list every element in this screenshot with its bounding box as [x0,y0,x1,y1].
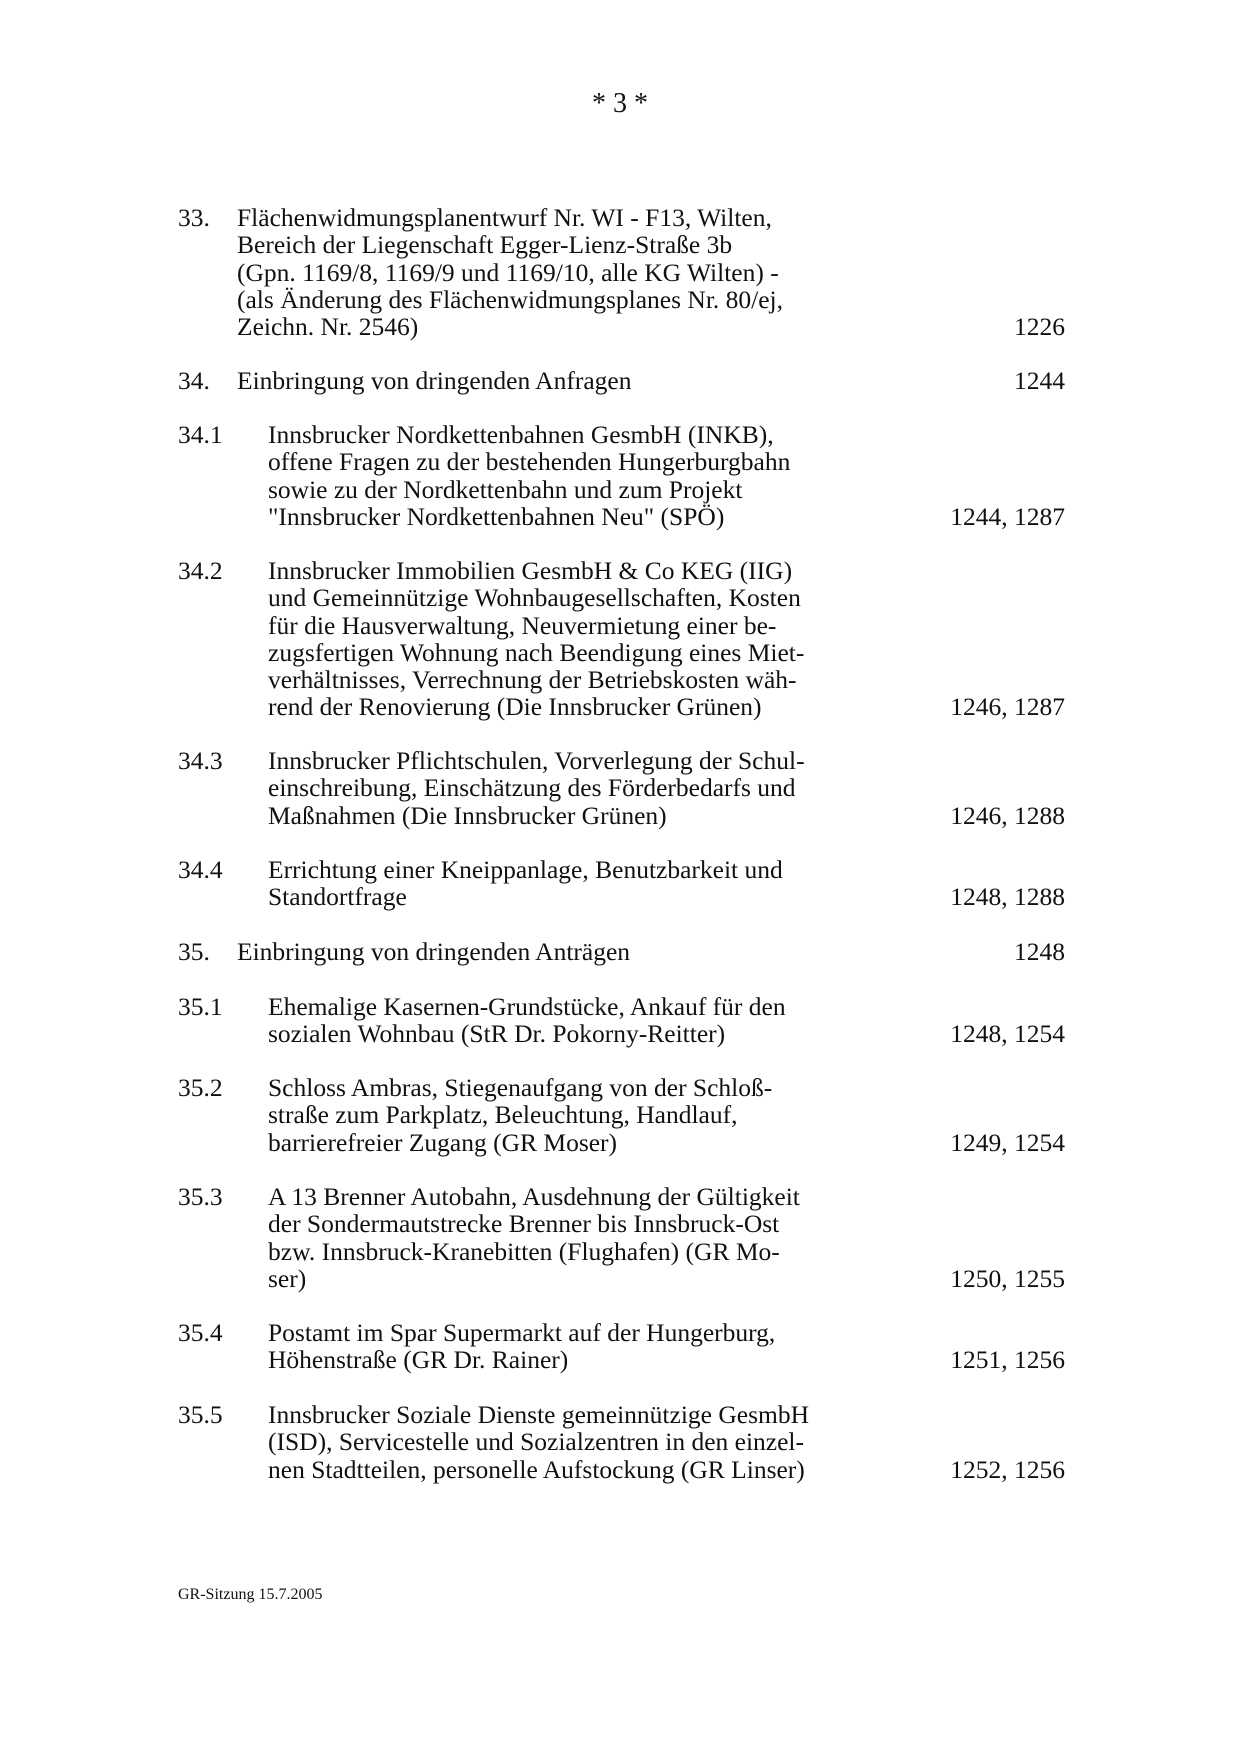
entry-line: Innsbrucker Nordkettenbahnen GesmbH (INKB), [268,420,774,449]
entry-title [237,204,877,340]
entry-title [268,557,888,721]
entry-title [268,747,888,829]
entry-line: Flächenwidmungsplanentwurf Nr. WI - F13, Wilten, [237,203,772,232]
toc-entry-35-4 [0,1319,1240,1374]
entry-line: (Gpn. 1169/8, 1169/9 und 1169/10, alle KG Wilten) - [237,257,779,287]
entry-line: straße zum Parkplatz, Beleuchtung, Handlauf, [268,1100,738,1130]
entry-line: (als Änderung des Flächenwidmungsplanes Nr. 80/ej, [237,284,784,314]
entry-line: und Gemeinnützige Wohnbaugesellschaften, Kosten [268,583,801,613]
entry-line: der Sondermautstrecke Brenner bis Innsbruck-Ost [268,1209,780,1239]
entry-page-numbers: 1244, 1287 [950,501,1065,531]
entry-number: 35.5 [178,1400,223,1429]
entry-line: bzw. Innsbruck-Kranebitten (Flughafen) (GR Mo- [268,1236,780,1266]
entry-number: 35. [178,937,210,966]
toc-entry-34-3 [0,747,1240,829]
entry-line: Innsbrucker Immobilien GesmbH & Co KEG (IIG) [268,556,793,585]
entry-number: 35.4 [178,1318,223,1347]
entry-line: nen Stadtteilen, personelle Aufstockung (GR Linser) [268,1454,805,1484]
entry-line: barrierefreier Zugang (GR Moser) [268,1127,618,1157]
entry-title [237,938,877,965]
toc-entry-34-2 [0,557,1240,721]
entry-page-numbers: 1251, 1256 [950,1345,1065,1375]
entry-line: offene Fragen zu der bestehenden Hungerburgbahn [268,447,791,477]
toc-entry-35-5 [0,1401,1240,1483]
entry-number: 34.1 [178,420,223,449]
entry-line: Postamt im Spar Supermarkt auf der Hungerburg, [268,1318,776,1347]
toc-entry-35 [0,938,1240,965]
entry-page-numbers: 1252, 1256 [950,1454,1065,1484]
entry-line: zugsfertigen Wohnung nach Beendigung eines Miet- [268,637,805,667]
entry-number: 35.1 [178,992,223,1021]
entry-title [237,367,877,394]
entry-page-numbers: 1246, 1288 [950,800,1065,830]
entry-page-numbers: 1226 [1014,312,1065,342]
entry-title [268,1074,888,1156]
entry-number: 34.4 [178,855,223,884]
entry-title [268,1319,888,1374]
entry-line: Zeichn. Nr. 2546) [237,312,419,342]
toc-entry-34-1 [0,421,1240,530]
entry-number: 34.2 [178,556,223,585]
entry-line: verhältnisses, Verrechnung der Betriebskosten wäh- [268,665,797,695]
entry-line: "Innsbrucker Nordkettenbahnen Neu" (SPÖ) [268,501,725,531]
entry-number: 34. [178,366,210,395]
entry-line: Innsbrucker Pflichtschulen, Vorverlegung der Schul- [268,746,805,775]
entry-line: rend der Renovierung (Die Innsbrucker Grünen) [268,692,762,722]
entry-page-numbers: 1249, 1254 [950,1127,1065,1157]
entry-page-numbers: 1248, 1254 [950,1019,1065,1049]
entry-line: Innsbrucker Soziale Dienste gemeinnützige GesmbH [268,1400,810,1429]
entry-line: einschreibung, Einschätzung des Förderbedarfs und [268,773,796,803]
entry-number: 35.2 [178,1073,223,1102]
entry-page-numbers: 1246, 1287 [950,692,1065,722]
entry-line: Höhenstraße (GR Dr. Rainer) [268,1345,569,1375]
entry-line: für die Hausverwaltung, Neuvermietung einer be- [268,610,777,640]
entry-line: sowie zu der Nordkettenbahn und zum Projekt [268,474,743,504]
footer-session-label: GR-Sitzung 15.7.2005 [178,1586,323,1603]
toc-entry-34-4 [0,856,1240,911]
entry-title [268,1183,888,1292]
entry-title [268,856,888,911]
entry-page-numbers: 1250, 1255 [950,1263,1065,1293]
entry-line: sozialen Wohnbau (StR Dr. Pokorny-Reitter) [268,1019,726,1049]
entry-number: 33. [178,203,210,232]
entry-title [268,993,888,1048]
entry-line: Bereich der Liegenschaft Egger-Lienz-Straße 3b [237,230,733,260]
page-number-marker: * 3 * [592,88,648,119]
entry-line: Einbringung von dringenden Anträgen [237,937,631,966]
entry-number: 34.3 [178,746,223,775]
entry-line: (ISD), Servicestelle und Sozialzentren in den einzel- [268,1427,805,1457]
entry-page-numbers: 1244 [1014,366,1065,395]
entry-line: A 13 Brenner Autobahn, Ausdehnung der Gültigkeit [268,1182,800,1211]
toc-entry-33 [0,204,1240,340]
entry-line: Schloss Ambras, Stiegenaufgang von der Schloß- [268,1073,773,1102]
toc-entry-35-3 [0,1183,1240,1292]
entry-line: Ehemalige Kasernen-Grundstücke, Ankauf für den [268,992,786,1021]
entry-title [268,421,888,530]
toc-entry-34 [0,367,1240,394]
entry-title [268,1401,888,1483]
entry-line: Maßnahmen (Die Innsbrucker Grünen) [268,800,667,830]
entry-line: Errichtung einer Kneippanlage, Benutzbarkeit und [268,855,783,884]
entry-line: ser) [268,1263,307,1293]
entry-page-numbers: 1248, 1288 [950,882,1065,912]
entry-number: 35.3 [178,1182,223,1211]
entry-line: Standortfrage [268,882,407,912]
entry-line: Einbringung von dringenden Anfragen [237,366,632,395]
entry-page-numbers: 1248 [1014,937,1065,966]
toc-entry-35-2 [0,1074,1240,1156]
toc-entry-35-1 [0,993,1240,1048]
